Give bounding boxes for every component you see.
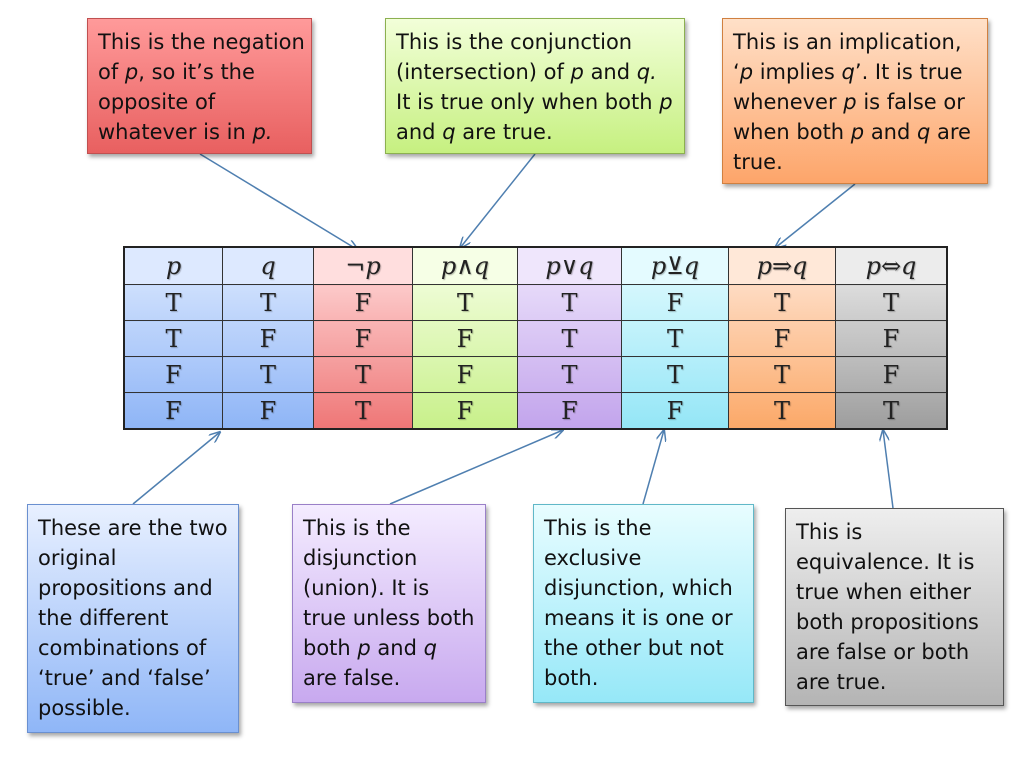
variable-name: p xyxy=(440,252,457,280)
equivalence-callout xyxy=(785,508,1004,706)
operator-symbol: ⊻ xyxy=(666,252,684,280)
table-row xyxy=(124,393,947,430)
truth-value-cell: F xyxy=(314,321,413,357)
truth-value-cell: T xyxy=(518,285,622,321)
callout-line: It is true only when both p xyxy=(396,90,673,114)
variable-name: q xyxy=(260,252,276,280)
truth-value-cell: T xyxy=(223,285,314,321)
callout-line: original xyxy=(38,546,117,570)
callout-line: of p, so it’s the xyxy=(98,60,255,84)
callout-line: whenever p is false or xyxy=(733,90,965,114)
callout-line: exclusive xyxy=(544,546,642,570)
variable-name: q xyxy=(578,252,594,280)
table-body xyxy=(124,285,947,430)
column-header xyxy=(124,247,223,285)
arrow-equivalence xyxy=(883,430,893,508)
truth-value-cell: F xyxy=(124,357,223,393)
callout-line: disjunction, which xyxy=(544,576,733,600)
callout-line: whatever is in p. xyxy=(98,120,273,144)
variable-name: q xyxy=(792,252,808,280)
column-header xyxy=(729,247,836,285)
callout-line: true unless both xyxy=(303,606,475,630)
truth-value-cell: T xyxy=(836,285,948,321)
variable-name: p xyxy=(756,252,772,280)
callout-line: disjunction xyxy=(303,546,418,570)
truth-value-cell: F xyxy=(622,285,729,321)
exclusive-disjunction-callout xyxy=(533,504,754,703)
truth-value-cell: T xyxy=(314,393,413,430)
column-header xyxy=(314,247,413,285)
callout-line: These are the two xyxy=(38,516,228,540)
column-header xyxy=(223,247,314,285)
variable-name: q xyxy=(901,252,917,280)
variable-name: p xyxy=(865,252,881,280)
conjunction-callout xyxy=(385,18,685,154)
callout-line: true when either xyxy=(796,580,972,604)
operator-symbol: ⇒ xyxy=(771,252,793,280)
truth-value-cell: F xyxy=(314,285,413,321)
header-row xyxy=(124,247,947,285)
truth-value-cell: F xyxy=(836,321,948,357)
table-row xyxy=(124,357,947,393)
table-row xyxy=(124,321,947,357)
truth-value-cell: T xyxy=(729,285,836,321)
callout-line: both p and q xyxy=(303,636,437,660)
callout-line: both. xyxy=(544,666,599,690)
callout-line: propositions and xyxy=(38,576,213,600)
truth-value-cell: T xyxy=(836,393,948,430)
truth-value-cell: T xyxy=(314,357,413,393)
negation-callout xyxy=(87,18,312,154)
arrow-xor xyxy=(643,430,664,504)
variable-name: q xyxy=(683,252,700,280)
callout-line: possible. xyxy=(38,696,131,720)
callout-line: means it is one or xyxy=(544,606,733,630)
truth-value-cell: T xyxy=(223,357,314,393)
callout-line: ‘true’ and ‘false’ xyxy=(38,666,211,690)
variable-name: p xyxy=(165,252,182,280)
truth-value-cell: T xyxy=(124,321,223,357)
callout-line: This is the xyxy=(303,516,411,540)
column-header xyxy=(622,247,729,285)
callout-line: (union). It is xyxy=(303,576,430,600)
truth-value-cell: T xyxy=(622,357,729,393)
callout-line: are true. xyxy=(796,670,887,694)
callout-line: ‘p implies q’. It is true xyxy=(733,60,963,84)
implication-callout xyxy=(722,18,988,184)
truth-value-cell: F xyxy=(622,393,729,430)
truth-table xyxy=(123,246,948,430)
table-row xyxy=(124,285,947,321)
callout-line: the different xyxy=(38,606,169,630)
callout-line: are false. xyxy=(303,666,401,690)
variable-name: p xyxy=(365,252,381,280)
disjunction-callout xyxy=(292,504,486,703)
callout-line: combinations of xyxy=(38,636,207,660)
callout-line: both propositions xyxy=(796,610,979,634)
operator-symbol: ∨ xyxy=(560,252,579,280)
truth-value-cell: F xyxy=(836,357,948,393)
callout-line: opposite of xyxy=(98,90,216,114)
callout-line: This is the xyxy=(544,516,652,540)
operator-symbol: ¬ xyxy=(345,252,366,280)
callout-line: (intersection) of p and q. xyxy=(396,60,657,84)
callout-line: This is the conjunction xyxy=(396,30,633,54)
truth-value-cell: F xyxy=(223,321,314,357)
variable-name: q xyxy=(473,252,490,280)
operator-symbol: ∧ xyxy=(456,252,474,280)
column-header xyxy=(413,247,518,285)
truth-value-cell: F xyxy=(223,393,314,430)
original-propositions-callout xyxy=(27,504,239,733)
callout-line: This is the negation xyxy=(98,30,305,54)
arrow-negation xyxy=(200,154,358,250)
column-header xyxy=(518,247,622,285)
truth-value-cell: F xyxy=(124,393,223,430)
arrow-disjunction xyxy=(390,430,563,504)
truth-value-cell: T xyxy=(622,321,729,357)
truth-value-cell: F xyxy=(413,321,518,357)
callout-line: the other but not xyxy=(544,636,724,660)
truth-value-cell: T xyxy=(124,285,223,321)
callout-line: This is an implication, xyxy=(733,30,962,54)
truth-value-cell: F xyxy=(413,393,518,430)
truth-value-cell: T xyxy=(729,357,836,393)
callout-line: and q are true. xyxy=(396,120,553,144)
truth-value-cell: F xyxy=(729,321,836,357)
column-header xyxy=(836,247,948,285)
callout-line: are false or both xyxy=(796,640,970,664)
variable-name: p xyxy=(650,252,667,280)
arrow-implication xyxy=(775,184,855,248)
truth-value-cell: F xyxy=(518,393,622,430)
callout-line: when both p and q are xyxy=(733,120,971,144)
arrow-original xyxy=(133,432,220,504)
arrow-conjunction xyxy=(460,154,535,248)
callout-line: true. xyxy=(733,150,783,174)
truth-value-cell: T xyxy=(729,393,836,430)
callout-line: equivalence. It is xyxy=(796,550,975,574)
callout-line: This is xyxy=(796,520,863,544)
operator-symbol: ⇔ xyxy=(880,252,902,280)
truth-value-cell: T xyxy=(413,285,518,321)
variable-name: p xyxy=(545,252,561,280)
truth-value-cell: T xyxy=(518,357,622,393)
truth-value-cell: F xyxy=(413,357,518,393)
truth-value-cell: T xyxy=(518,321,622,357)
